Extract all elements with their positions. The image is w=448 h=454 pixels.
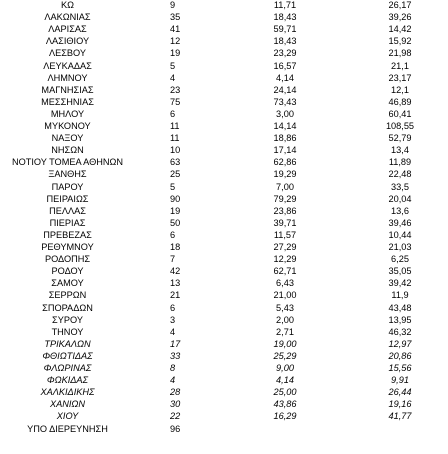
table-row: [0, 303, 448, 315]
region-name-cell: ΜΥΚΟΝΟΥ: [44, 121, 91, 131]
table-row: [0, 12, 448, 24]
rate-cell: 2,71: [276, 326, 294, 337]
table-row: [0, 48, 448, 60]
table-row: [0, 266, 448, 278]
rate-cell: 25,29: [273, 350, 297, 361]
value-cell: 13,95: [388, 314, 412, 325]
value-cell: 39,26: [388, 12, 412, 23]
region-name-cell: ΤΗΝΟΥ: [51, 326, 84, 337]
table-row: [0, 363, 448, 375]
region-name-cell: ΦΛΩΡΙΝΑΣ: [43, 363, 92, 373]
rate-cell: 62,71: [273, 266, 297, 277]
count-cell: 17: [170, 338, 181, 349]
table-row: [0, 290, 448, 302]
count-cell: 30: [170, 399, 181, 410]
region-name-cell: ΛΗΜΝΟΥ: [47, 72, 88, 83]
value-cell: 11,9: [391, 290, 409, 301]
rate-cell: 23,86: [273, 205, 297, 216]
value-cell: 21,03: [388, 242, 412, 252]
count-cell: 42: [170, 266, 181, 277]
count-cell: 96: [170, 423, 181, 434]
value-cell: 15,92: [388, 36, 412, 47]
region-name-cell: ΜΑΓΝΗΣΙΑΣ: [41, 84, 94, 95]
value-cell: 22,48: [388, 169, 412, 180]
table-row: [0, 109, 448, 121]
rate-cell: 43,86: [273, 399, 297, 410]
value-cell: 46,89: [388, 96, 412, 107]
rate-cell: 39,71: [273, 217, 297, 228]
value-cell: 43,48: [388, 302, 412, 313]
count-cell: 3: [170, 314, 176, 325]
region-name-cell: ΠΑΡΟΥ: [51, 181, 84, 192]
region-name-cell: ΧΑΛΚΙΔΙΚΗΣ: [40, 387, 95, 398]
count-cell: 6: [170, 229, 176, 240]
value-cell: 26,17: [388, 0, 412, 10]
region-name-cell: ΤΡΙΚΑΛΩΝ: [44, 338, 91, 349]
region-name-cell: ΧΑΝΙΩΝ: [49, 399, 86, 410]
rate-cell: 24,14: [273, 84, 297, 95]
count-cell: 5: [170, 181, 176, 192]
table-row: [0, 375, 448, 387]
region-name-cell: ΛΑΚΩΝΙΑΣ: [44, 12, 91, 23]
rate-cell: 19,00: [273, 338, 297, 349]
rate-cell: 2,00: [276, 314, 294, 325]
table-row: [0, 351, 448, 363]
region-name-cell: ΡΕΘΥΜΝΟΥ: [41, 242, 94, 252]
region-name-cell: ΠΡΕΒΕΖΑΣ: [43, 229, 92, 240]
count-cell: 4: [170, 326, 176, 337]
count-cell: 90: [170, 193, 181, 204]
rate-cell: 18,43: [273, 36, 297, 47]
region-name-cell: ΣΠΟΡΑΔΩΝ: [42, 302, 93, 313]
count-cell: 25: [170, 169, 181, 180]
region-name-cell: ΣΑΜΟΥ: [51, 278, 84, 289]
rate-cell: 79,29: [273, 193, 297, 204]
count-cell: 23: [170, 84, 181, 95]
region-name-cell: ΡΟΔΟΠΗΣ: [44, 254, 91, 265]
region-name-cell: ΠΙΕΡΙΑΣ: [49, 217, 86, 228]
value-cell: 14,42: [388, 24, 412, 35]
value-cell: 108,55: [385, 121, 415, 131]
value-cell: 20,04: [388, 193, 412, 204]
count-cell: 41: [170, 24, 181, 35]
count-cell: 33: [170, 350, 181, 361]
count-cell: 18: [170, 242, 181, 252]
region-name-cell: ΜΗΛΟΥ: [50, 108, 85, 119]
value-cell: 15,56: [388, 363, 412, 373]
table-row: [0, 230, 448, 242]
table-row: [0, 85, 448, 97]
table-row: [0, 327, 448, 339]
count-cell: 19: [170, 205, 181, 216]
table-row: [0, 339, 448, 351]
rate-cell: 7,00: [276, 181, 294, 192]
count-cell: 4: [170, 72, 176, 83]
value-cell: 20,86: [388, 350, 412, 361]
table-row: [0, 169, 448, 181]
count-cell: 28: [170, 387, 181, 398]
count-cell: 9: [170, 0, 176, 10]
region-name-cell: ΞΑΝΘΗΣ: [48, 169, 87, 180]
value-cell: 23,17: [388, 72, 412, 83]
value-cell: 11,89: [388, 157, 412, 168]
value-cell: 60,41: [388, 108, 412, 119]
count-cell: 19: [170, 48, 181, 59]
rate-cell: 6,43: [276, 278, 294, 289]
value-cell: 52,79: [388, 133, 412, 144]
table-row: [0, 315, 448, 327]
value-cell: 46,32: [388, 326, 412, 337]
count-cell: 8: [170, 363, 176, 373]
region-name-cell: ΠΕΛΛΑΣ: [49, 205, 86, 216]
table-row: [0, 399, 448, 411]
count-cell: 4: [170, 375, 176, 386]
value-cell: 39,42: [388, 278, 412, 289]
region-name-cell: ΝΗΣΩΝ: [51, 145, 84, 156]
count-cell: 21: [170, 290, 181, 301]
table-row: [0, 157, 448, 169]
rate-cell: 23,29: [273, 48, 297, 59]
rate-cell: 59,71: [273, 24, 297, 35]
rate-cell: 73,43: [273, 96, 297, 107]
rate-cell: 18,86: [273, 133, 297, 144]
value-cell: 33,5: [391, 181, 409, 192]
table-row: [0, 218, 448, 230]
rate-cell: 14,14: [273, 121, 297, 131]
table-row: [0, 411, 448, 423]
region-name-cell: ΝΟΤΙΟΥ ΤΟΜΕΑ ΑΘΗΝΩΝ: [11, 157, 124, 168]
table-row: [0, 424, 448, 436]
count-cell: 6: [170, 302, 176, 313]
rate-cell: 18,43: [273, 12, 297, 23]
rate-cell: 25,00: [273, 387, 297, 398]
value-cell: 41,77: [388, 411, 412, 422]
value-cell: 13,4: [391, 145, 409, 156]
region-name-cell: ΣΕΡΡΩΝ: [48, 290, 87, 301]
table-row: [0, 61, 448, 73]
region-name-cell: ΠΕΙΡΑΙΩΣ: [46, 193, 89, 204]
region-name-cell: ΧΙΟΥ: [56, 411, 79, 422]
rate-cell: 16,29: [273, 411, 297, 422]
rate-cell: 12,29: [273, 254, 297, 265]
region-name-cell: ΥΠΟ ΔΙΕΡΕΥΝΗΣΗ: [27, 423, 108, 434]
rate-cell: 4,14: [276, 72, 294, 83]
count-cell: 50: [170, 217, 181, 228]
value-cell: 21,98: [388, 48, 412, 59]
rate-cell: 17,14: [273, 145, 297, 156]
table-row: [0, 242, 448, 254]
count-cell: 5: [170, 60, 176, 71]
table-row: [0, 133, 448, 145]
value-cell: 35,05: [388, 266, 412, 277]
table-row: [0, 145, 448, 157]
rate-cell: 62,86: [273, 157, 297, 168]
value-cell: 6,25: [391, 254, 409, 265]
count-cell: 75: [170, 96, 181, 107]
count-cell: 11: [170, 121, 180, 131]
value-cell: 10,44: [388, 229, 412, 240]
region-name-cell: ΣΥΡΟΥ: [52, 314, 83, 325]
region-name-cell: ΜΕΣΣΗΝΙΑΣ: [41, 96, 94, 107]
rate-cell: 5,43: [276, 302, 294, 313]
table-row: [0, 278, 448, 290]
table-row: [0, 0, 448, 12]
count-cell: 12: [170, 36, 181, 47]
table-row: [0, 194, 448, 206]
region-name-cell: ΛΑΡΙΣΑΣ: [48, 24, 87, 35]
value-cell: 12,97: [388, 338, 412, 349]
value-cell: 13,6: [391, 205, 409, 216]
count-cell: 6: [170, 108, 176, 119]
count-cell: 11: [170, 133, 180, 144]
rate-cell: 21,00: [273, 290, 297, 301]
value-cell: 9,91: [391, 375, 409, 386]
rate-cell: 9,00: [276, 363, 294, 373]
region-name-cell: ΚΩ: [61, 0, 74, 10]
value-cell: 19,16: [388, 399, 412, 410]
region-name-cell: ΛΕΣΒΟΥ: [48, 48, 87, 59]
value-cell: 39,46: [388, 217, 412, 228]
region-name-cell: ΦΩΚΙΔΑΣ: [46, 375, 89, 386]
count-cell: 10: [170, 145, 181, 156]
count-cell: 63: [170, 157, 181, 168]
table-row: [0, 24, 448, 36]
region-name-cell: ΝΑΞΟΥ: [51, 133, 84, 144]
region-name-cell: ΛΑΣΙΘΙΟΥ: [45, 36, 90, 47]
rate-cell: 11,57: [273, 229, 297, 240]
table-row: [0, 73, 448, 85]
value-cell: 21,1: [391, 60, 409, 71]
table-row: [0, 182, 448, 194]
rate-cell: 19,29: [273, 169, 297, 180]
table-row: [0, 387, 448, 399]
count-cell: 7: [170, 254, 176, 265]
count-cell: 22: [170, 411, 181, 422]
rate-cell: 4,14: [276, 375, 294, 386]
count-cell: 13: [170, 278, 181, 289]
table-row: [0, 97, 448, 109]
region-name-cell: ΡΟΔΟΥ: [51, 266, 84, 277]
rate-cell: 3,00: [276, 108, 294, 119]
value-cell: 12,1: [391, 84, 409, 95]
count-cell: 35: [170, 12, 181, 23]
table-row: [0, 206, 448, 218]
table-row: [0, 121, 448, 133]
region-name-cell: ΦΘΙΩΤΙΔΑΣ: [42, 350, 93, 361]
rate-cell: 11,71: [273, 0, 297, 10]
value-cell: 26,44: [388, 387, 412, 398]
rate-cell: 16,57: [273, 60, 297, 71]
table-row: [0, 254, 448, 266]
rate-cell: 27,29: [273, 242, 297, 252]
region-name-cell: ΛΕΥΚΑΔΑΣ: [43, 60, 92, 71]
table-row: [0, 36, 448, 48]
